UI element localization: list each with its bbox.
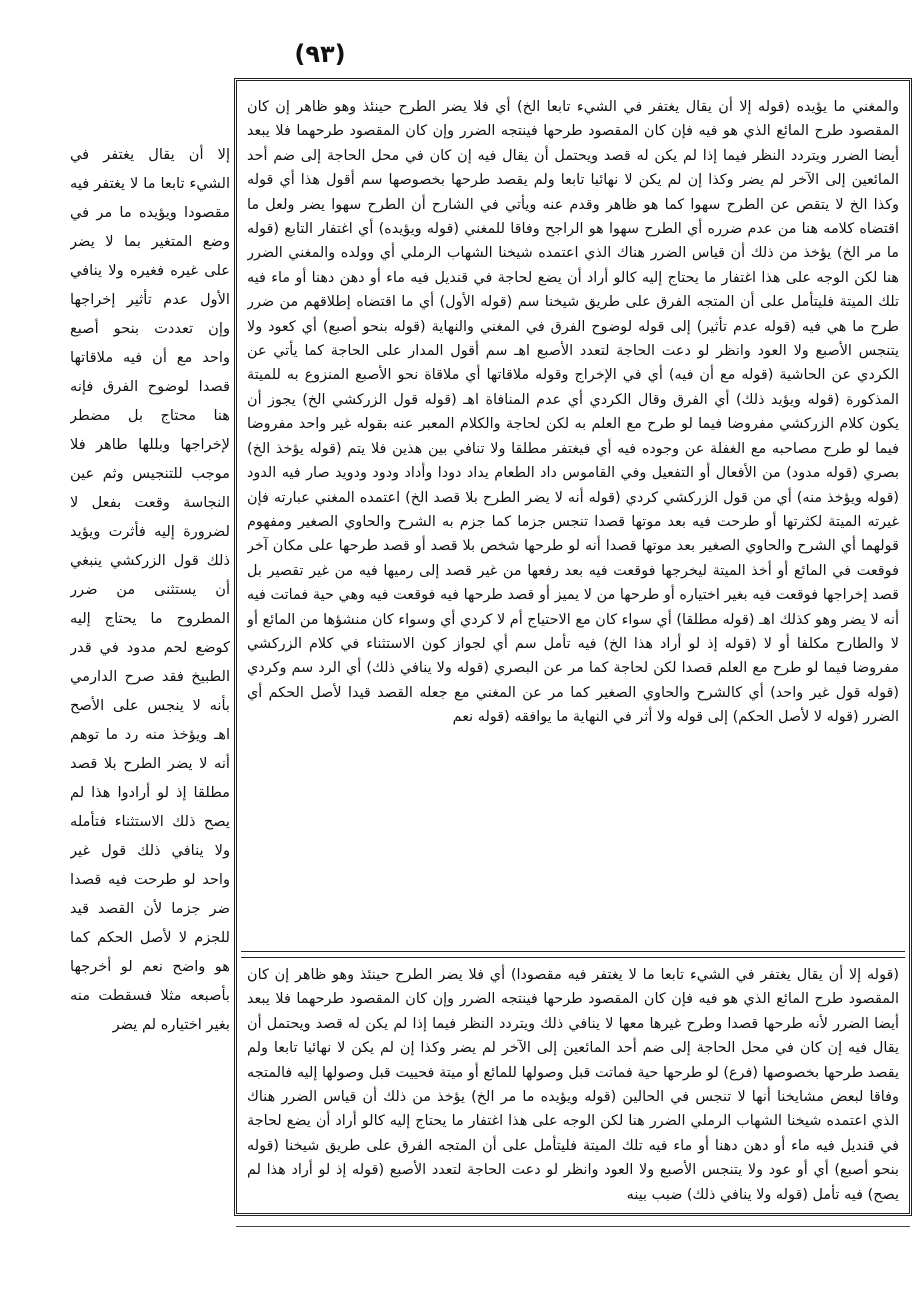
commentary-lower-text: (قوله إلا أن يقال يغتفر في الشيء تابعا ما لا يغتفر فيه مقصودا) أي فلا يضر الطرح حينئذ وهو ظاهر إن كان المقصود طرح المائع الذي هو فيه فإن كان المقصود طرحها فينتجه الضرر وإن كان المقصود طرحهما فلا يبعد أيضا الضرر لأنه طرحها قصدا وطرح غيرها معها لا ينافي ذلك ويتردد النظر فيما إذا لم يكن له قصد ويحتمل أن يقال فيه إن كان في محل الحاجة إلى ضم أحد المائعين إلى الآخر لم يضر وكذا إن لم يكن لا نهائيا تابعا ولم يقصد طرحها بخصوصها (فرع) لو طرحها حية فماتت قبل وصولها للمائع أو ميتة فحييت قبل وصولها إليه فالمتجه وفاقا لبعض مشايخنا أنها لا تنجس في الحالين (قوله ويؤيده ما مر الخ) يؤخذ من ذلك أن قياس الضرر هناك الذي اعتمده شيخنا الشهاب الرملي الضرر هنا لكن الوجه على هذا اغتفار ما يحتاج إليه كالو أراد أن يضع لحاجة في قنديل فيه ماء أو دهن دهنا أو ماء فيه تلك الميتة فليتأمل على أن المتجه الفرق على طريق شيخنا (قوله بنحو أصبع) أي أو عود ولا يتنجس الأصبع ولا العود وانظر لو دعت الحاجة لتعدد الأصبع (قوله إذ لو أراد هذا لم يصح) فيه تأمل (قوله ولا ينافي ذلك) ضبب بينه [247, 967, 899, 1203]
commentary-upper-text: والمغني ما يؤيده (قوله إلا أن يقال يغتفر في الشيء تابعا الخ) أي فلا يضر الطرح حينئذ وهو ظاهر إن كان المقصود طرح المائع الذي هو فيه فإن كان المقصود طرحها فينتجه الضرر وإن كان المقصود طرحهما فلا يبعد أيضا الضرر ويتردد النظر فيما إذا لم يكن له قصد ويحتمل أن يقال فيه إن كان في محل الحاجة إلى ضم أحد المائعين إلى الآخر لم يضر وكذا إن لم يكن لا نهائيا تابعا ولم يقصد طرحها بخصوصها سم أقول هذا أي قوله وكذا الخ لا يتقص عن الطرح سهوا كما هو ظاهر وقدم عنه ويأتي في الشارح أن الطرح سهوا يضر ولعل ما اقتضاه كلامه هنا من عدم ضرره أي الطرح سهوا هو الراجح وفاقا للمغني (قوله ويؤيده) أي اغتفار التابع (قوله ما مر الخ) يؤخذ من ذلك أن قياس الضرر هناك الذي اعتمده شيخنا الشهاب الرملي أي وولده والمغني الضرر هنا لكن الوجه على هذا اغتفار ما يحتاج إليه كالو أراد أن يضع لحاجة في قنديل فيه ماء أو دهن دهنا أو ماء فيه تلك الميتة فليتأمل على أن المتجه الفرق على طريق شيخنا سم (قوله الأول) أي ما اقتضاه إطلاقهم من ضرر طرح ما هي فيه (قوله عدم تأثير) إلى قوله لوضوح الفرق في المغني والنهاية (قوله بنحو أصبع) أي كعود ولا يتنجس الأصبع ولا العود وانظر لو دعت الحاجة لتعدد الأصبع اهـ سم أقول المدار على الحاجة كما يأتي عن الكردي عن الحاشية (قوله مع أن فيه) أي في الإخراج وقوله ملاقاتها أي ملاقاة نحو الأصبع المنزوع به للميتة المذكورة (قوله ويؤيد ذلك) أي الفرق وقال الكردي أي عدم المنافاة اهـ (قوله قول الزركشي الخ) يجوز أن يكون كلام الزركشي مفروضا فيما لو طرح مع العلم به لكن لحاجة والكلام المعبر عنه بقوله غير واحد مفروضا فيما لو طرح مصاحبه مع الغفلة عن وجوده فيه أي فيغتفر مطلقا ولا تنافي بين هذين فلا يتم (قوله يؤخذ الخ) بصري (قوله مدود) من الأفعال أو التفعيل وفي القاموس داد الطعام يداد دودا وأداد ودود ودويد صار فيه الدود (قوله ويؤخذ منه) أي من قول الزركشي كردي (قوله أنه لا يضر الطرح بلا قصد الخ) اعتمده المغني عبارته فإن غيرته الميتة لكثرتها أو طرحت فيه بعد موتها قصدا تنجس جزما كما جزم به الشرح والحاوي الصغير ومفهوم قولهما أي الشرح والحاوي الصغير بعد موتها قصدا أنه لو طرحها شخص بلا قصد أو قصد طرحها على مكان آخر فوقعت في المائع أو أخذ الميتة ليخرجها فوقعت فيه بعد رفعها من غير قصد إلى رميها فيه من غير تقصير بل قصد إخراجها فوقعت فيه بغير اختياره أو طرحها من لا يميز أو قصد طرحها فيه فوقعت فيه وهي حية فماتت فيه أنه لا يضر وهو كذلك اهـ (قوله مطلقا) أي سواء كان مع الاحتياج أم لا كردي أي وسواء كان منشؤها من المائع أو لا والطارح مكلفا أو لا (قوله إذ لو أراد هذا الخ) فيه تأمل سم أي لجواز كون الاستثناء في كلام الزركشي مفروضا فيما لو طرح مع العلم قصدا لكن لحاجة كما مر عن البصري (قوله ولا ينافي ذلك) أي الرد سم وكردي (قوله قول غير واحد) أي كالشرح والحاوي الصغير كما مر عن المغني مع جعله القصد قيدا لأصل الحكم أي الضرر (قوله لا لأصل الحكم) إلى قوله ولا أثر في النهاية ما يوافقه (قوله نعم [247, 99, 899, 726]
main-commentary-frame [234, 78, 912, 1216]
bottom-rule [236, 1226, 910, 1227]
commentary-upper-block [247, 95, 899, 947]
margin-matn-block [70, 140, 230, 1080]
commentary-divider [241, 951, 905, 958]
commentary-lower-block [247, 963, 899, 1213]
page-number: (٩٣) [294, 40, 346, 68]
margin-matn-text: إلا أن يقال يغتفر في الشيء تابعا ما لا يغتفر فيه مقصودا ويؤيده ما مر في وضع المتغير بما لا يضر على غيره فغيره ولا ينافي الأول عدم تأثير إخراجها وإن تعددت بنحو أصبع واحد مع أن فيه ملاقاتها قصدا لوضوح الفرق فإنه هنا محتاج بل مضطر لإخراجها وبللها طاهر فلا موجب للتنجيس وثم عين النجاسة وقعت بفعل لا لضرورة إليه فأثرت ويؤيد ذلك قول الزركشي ينبغي أن يستثنى من ضرر المطروح ما يحتاج إليه كوضع لحم مدود في قدر الطبيخ فقد صرح الدارمي بأنه لا ينجس على الأصح اهـ ويؤخذ منه رد ما توهم أنه لا يضر الطرح بلا قصد مطلقا إذ لو أرادوا هذا لم يصح ذلك الاستثناء فتأمله ولا ينافي ذلك قول غير واحد لو طرحت فيه قصدا ضر جزما لأن القصد قيد للجزم لا لأصل الحكم كما هو واضح نعم لو أخرجها بأصبعه مثلا فسقطت منه بغير اختياره لم يضر [70, 146, 230, 1033]
